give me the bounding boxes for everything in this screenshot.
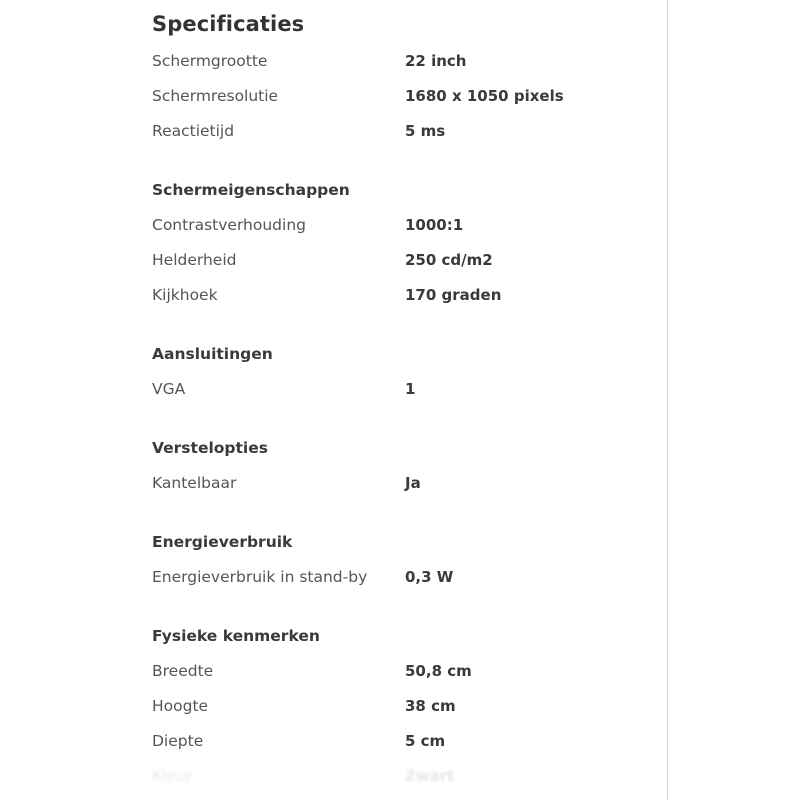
spec-row-schermgrootte — [152, 44, 652, 79]
spec-value: 38 cm — [405, 697, 456, 715]
spec-row-helderheid — [152, 243, 652, 278]
page-title: Specificaties — [152, 12, 305, 36]
spec-value: 1680 x 1050 pixels — [405, 87, 564, 105]
spec-value: 1 — [405, 380, 416, 398]
spec-label: Kleur — [152, 767, 193, 785]
spec-label: Schermresolutie — [152, 87, 279, 105]
spec-group-energieverbruik — [152, 525, 652, 595]
spec-row-hoogte — [152, 689, 652, 724]
spec-group-heading: Aansluitingen — [152, 345, 273, 363]
spec-row-contrastverhouding — [152, 208, 652, 243]
spec-label: Diepte — [152, 732, 204, 750]
spec-group-fysieke-kenmerken — [152, 619, 652, 794]
spec-value: 170 graden — [405, 286, 502, 304]
spec-row-energieverbruik-standby — [152, 560, 652, 595]
spec-value: 250 cd/m2 — [405, 251, 493, 269]
spec-label: Contrastverhouding — [152, 216, 306, 234]
spec-label: Kantelbaar — [152, 474, 237, 492]
spec-group-general — [152, 44, 652, 149]
spec-value: 22 inch — [405, 52, 467, 70]
spec-row-schermresolutie — [152, 79, 652, 114]
spec-label: Helderheid — [152, 251, 237, 269]
spec-row-kleur — [152, 759, 652, 794]
spec-group-schermeigenschappen — [152, 173, 652, 313]
spec-value: 50,8 cm — [405, 662, 472, 680]
spec-value: 0,3 W — [405, 568, 454, 586]
spec-group-heading: Verstelopties — [152, 439, 268, 457]
spec-label: Hoogte — [152, 697, 209, 715]
specifications-panel — [152, 8, 652, 794]
spec-label: VGA — [152, 380, 186, 398]
spec-row-kantelbaar — [152, 466, 652, 501]
spec-group-heading: Energieverbruik — [152, 533, 293, 551]
spec-label: Schermgrootte — [152, 52, 268, 70]
spec-group-heading: Schermeigenschappen — [152, 181, 350, 199]
spec-group-heading: Fysieke kenmerken — [152, 627, 320, 645]
spec-label: Reactietijd — [152, 122, 235, 140]
spec-row-vga — [152, 372, 652, 407]
spec-row-breedte — [152, 654, 652, 689]
spec-value: 1000:1 — [405, 216, 464, 234]
spec-group-aansluitingen — [152, 337, 652, 407]
spec-value: Zwart — [405, 767, 455, 785]
spec-value: Ja — [405, 474, 421, 492]
spec-label: Energieverbruik in stand-by — [152, 568, 368, 586]
spec-row-reactietijd — [152, 114, 652, 149]
spec-label: Kijkhoek — [152, 286, 218, 304]
spec-row-kijkhoek — [152, 278, 652, 313]
spec-value: 5 cm — [405, 732, 446, 750]
spec-label: Breedte — [152, 662, 214, 680]
panel-border — [667, 0, 668, 800]
spec-row-diepte — [152, 724, 652, 759]
spec-group-verstelopties — [152, 431, 652, 501]
spec-value: 5 ms — [405, 122, 446, 140]
